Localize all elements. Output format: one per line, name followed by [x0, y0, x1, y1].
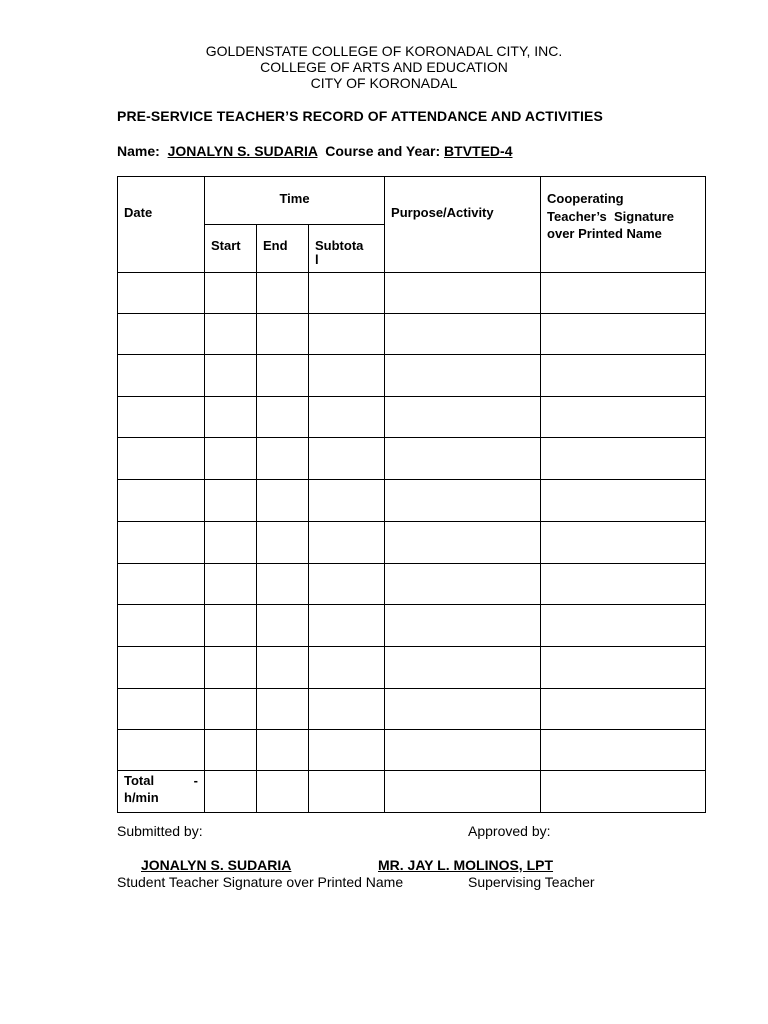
end-cell[interactable]: [257, 605, 309, 647]
table-row: [118, 438, 706, 480]
start-cell[interactable]: [205, 438, 257, 480]
course-label: Course and Year:: [325, 143, 441, 159]
form-title: PRE-SERVICE TEACHER’S RECORD OF ATTENDANCE AND ACTIVITIES: [117, 108, 603, 124]
course-value: BTVTED-4: [444, 143, 513, 159]
end-cell[interactable]: [257, 438, 309, 480]
approved-by-label: Approved by:: [468, 823, 551, 839]
header-row: [118, 177, 706, 225]
subtotal-cell[interactable]: [309, 480, 385, 522]
signature-cell[interactable]: [541, 314, 706, 355]
start-cell[interactable]: [205, 730, 257, 771]
table-row: [118, 273, 706, 314]
signature-cell[interactable]: [541, 647, 706, 689]
start-cell[interactable]: [205, 397, 257, 438]
student-name-value: JONALYN S. SUDARIA: [167, 143, 318, 159]
purpose-cell[interactable]: [385, 397, 541, 438]
end-cell[interactable]: [257, 564, 309, 605]
purpose-cell[interactable]: [385, 730, 541, 771]
start-cell[interactable]: [205, 355, 257, 397]
purpose-cell[interactable]: [385, 355, 541, 397]
signature-cell[interactable]: [541, 689, 706, 730]
table-row: [118, 605, 706, 647]
date-cell[interactable]: [118, 689, 205, 730]
column-header-subtotal: [309, 225, 385, 273]
start-cell[interactable]: [205, 564, 257, 605]
end-cell[interactable]: [257, 522, 309, 564]
table-row: [118, 564, 706, 605]
end-cell[interactable]: [257, 314, 309, 355]
date-cell[interactable]: [118, 605, 205, 647]
table-row: [118, 730, 706, 771]
school-name: GOLDENSTATE COLLEGE OF KORONADAL CITY, INC.: [205, 43, 563, 59]
subtotal-line2: l: [315, 252, 319, 267]
column-header-start: Start: [205, 225, 257, 273]
signature-cell[interactable]: [541, 273, 706, 314]
table-row: [118, 522, 706, 564]
total-start-cell[interactable]: [205, 771, 257, 813]
date-cell[interactable]: [118, 522, 205, 564]
name-course-line: [117, 143, 513, 159]
purpose-cell[interactable]: [385, 564, 541, 605]
start-cell[interactable]: [205, 314, 257, 355]
total-signature-cell[interactable]: [541, 771, 706, 813]
signature-cell[interactable]: [541, 605, 706, 647]
end-cell[interactable]: [257, 480, 309, 522]
table-row: [118, 355, 706, 397]
start-cell[interactable]: [205, 689, 257, 730]
start-cell[interactable]: [205, 647, 257, 689]
start-cell[interactable]: [205, 480, 257, 522]
date-cell[interactable]: [118, 273, 205, 314]
start-cell[interactable]: [205, 273, 257, 314]
signature-cell[interactable]: [541, 522, 706, 564]
start-cell[interactable]: [205, 605, 257, 647]
signature-cell[interactable]: [541, 355, 706, 397]
table-row: [118, 480, 706, 522]
purpose-cell[interactable]: [385, 438, 541, 480]
school-header: [0, 43, 768, 91]
subtotal-cell[interactable]: [309, 397, 385, 438]
date-cell[interactable]: [118, 438, 205, 480]
signature-cell[interactable]: [541, 397, 706, 438]
subtotal-cell[interactable]: [309, 314, 385, 355]
total-label-cell: [118, 771, 205, 813]
total-end-cell[interactable]: [257, 771, 309, 813]
total-label-line1: [124, 772, 198, 789]
date-cell[interactable]: [118, 480, 205, 522]
date-cell[interactable]: [118, 397, 205, 438]
student-signature-name: JONALYN S. SUDARIA: [141, 857, 292, 873]
end-cell[interactable]: [257, 397, 309, 438]
attendance-table: [117, 176, 706, 813]
start-cell[interactable]: [205, 522, 257, 564]
signature-cell[interactable]: [541, 480, 706, 522]
date-cell[interactable]: [118, 314, 205, 355]
end-cell[interactable]: [257, 273, 309, 314]
total-purpose-cell[interactable]: [385, 771, 541, 813]
total-label: Total: [124, 773, 155, 788]
total-unit-label: h/min: [124, 790, 159, 805]
signature-cell[interactable]: [541, 438, 706, 480]
total-subtotal-cell[interactable]: [309, 771, 385, 813]
column-header-time: Time: [205, 177, 385, 225]
subtotal-cell[interactable]: [309, 689, 385, 730]
purpose-cell[interactable]: [385, 273, 541, 314]
signature-cell[interactable]: [541, 730, 706, 771]
end-cell[interactable]: [257, 730, 309, 771]
purpose-cell[interactable]: [385, 314, 541, 355]
column-header-cooperating-teacher: [541, 177, 706, 273]
college-name: COLLEGE OF ARTS AND EDUCATION: [260, 59, 508, 75]
column-header-date: Date: [118, 177, 205, 273]
purpose-cell[interactable]: [385, 605, 541, 647]
subtotal-cell[interactable]: [309, 438, 385, 480]
column-header-purpose: Purpose/Activity: [385, 177, 541, 273]
table-row: [118, 689, 706, 730]
end-cell[interactable]: [257, 355, 309, 397]
date-cell[interactable]: [118, 355, 205, 397]
end-cell[interactable]: [257, 647, 309, 689]
name-label: Name:: [117, 143, 160, 159]
purpose-cell[interactable]: [385, 522, 541, 564]
coop-header-line3: over Printed Name: [547, 226, 662, 241]
city-name: CITY OF KORONADAL: [310, 75, 458, 91]
table-row: [118, 314, 706, 355]
table-row: [118, 647, 706, 689]
purpose-cell[interactable]: [385, 647, 541, 689]
subtotal-line1: Subtota: [315, 238, 364, 253]
table-row: [118, 397, 706, 438]
purpose-cell[interactable]: [385, 689, 541, 730]
submitted-by-label: Submitted by:: [117, 823, 203, 839]
total-dash: -: [193, 773, 198, 788]
purpose-cell[interactable]: [385, 480, 541, 522]
column-header-end: End: [257, 225, 309, 273]
date-cell[interactable]: [118, 564, 205, 605]
subtotal-cell[interactable]: [309, 730, 385, 771]
subtotal-cell[interactable]: [309, 355, 385, 397]
date-cell[interactable]: [118, 647, 205, 689]
subtotal-cell[interactable]: [309, 273, 385, 314]
signature-cell[interactable]: [541, 564, 706, 605]
student-signature-caption: Student Teacher Signature over Printed Name: [117, 874, 404, 890]
supervisor-caption: Supervising Teacher: [468, 874, 595, 890]
subtotal-cell[interactable]: [309, 647, 385, 689]
subtotal-cell[interactable]: [309, 522, 385, 564]
coop-header-line2: Teacher’s Signature: [547, 208, 674, 224]
end-cell[interactable]: [257, 689, 309, 730]
subtotal-cell[interactable]: [309, 564, 385, 605]
supervisor-signature-name: MR. JAY L. MOLINOS, LPT: [378, 857, 554, 873]
date-cell[interactable]: [118, 730, 205, 771]
total-row: [118, 771, 706, 813]
coop-header-line1: Cooperating: [547, 191, 624, 206]
subtotal-cell[interactable]: [309, 605, 385, 647]
